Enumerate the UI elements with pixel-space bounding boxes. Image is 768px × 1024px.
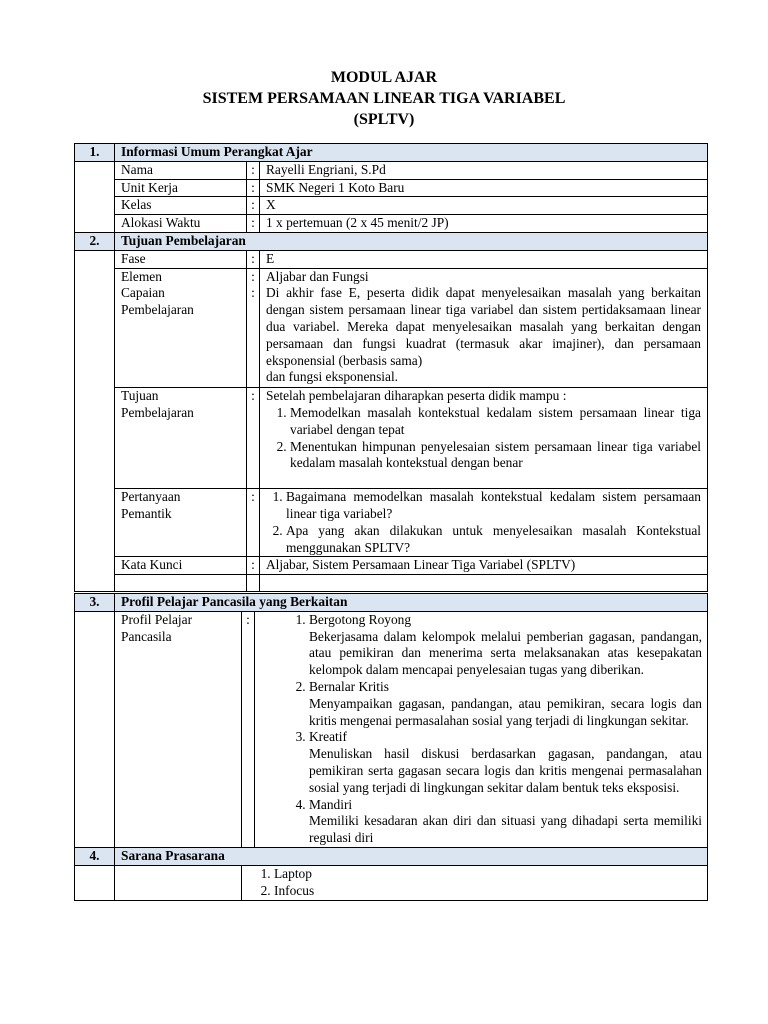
profil-desc: Bekerjasama dalam kelompok melalui pemberian gagasan, pandangan, atau pemikiran dan menerima serta melaksanakan atas kesepakatan kelompok dalam mencapai penyelesaian tugas yang diberikan. (309, 628, 702, 678)
label-line: Elemen (121, 268, 162, 284)
profil-name: 3. Kreatif (309, 729, 347, 745)
colon-cell (247, 268, 260, 388)
colon: : (247, 489, 260, 557)
list-item: 2. Apa yang akan dilakukan untuk menyelesaikan masalah Kontekstual menggunakan SPLTV? (286, 523, 701, 557)
elemen-text: Aljabar dan Fungsi (266, 268, 369, 284)
row-sarana-prasarana (75, 865, 708, 901)
list-item: 1. Memodelkan masalah kontekstual kedalam sistem persamaan linear tiga variabel dengan tepat (290, 405, 701, 439)
profil-list (261, 612, 702, 847)
list-item (309, 679, 702, 729)
profil-name: 4. Mandiri (309, 796, 353, 812)
list-item: 2. Infocus (274, 883, 701, 900)
colon: : (247, 557, 260, 575)
section-number: 4. (75, 847, 115, 865)
empty-cell (115, 865, 242, 901)
label-line: Pancasila (121, 628, 172, 644)
list-item: 2. Menentukan himpunan penyelesaian sistem persamaan linear tiga variabel kedalam masalah kontekstual dengan benar (290, 439, 701, 473)
section-number: 1. (75, 144, 115, 162)
value-kata-kunci: Aljabar, Sistem Persamaan Linear Tiga Variabel (SPLTV) (260, 557, 708, 575)
row-spacer (75, 575, 708, 592)
row-kelas (75, 197, 708, 215)
row-pertanyaan-pemantik (75, 489, 708, 557)
section-2-header (75, 232, 708, 250)
label-pertanyaan-pemantik (115, 489, 247, 557)
title-line-3: (SPLTV) (353, 111, 415, 128)
empty-cell (75, 250, 115, 591)
label-alokasi-waktu: Alokasi Waktu (115, 215, 247, 233)
section-title: Informasi Umum Perangkat Ajar (115, 144, 708, 162)
list-item (309, 797, 702, 847)
row-unit-kerja (75, 179, 708, 197)
table-informasi-tujuan (74, 143, 708, 592)
value-elemen-capaian (260, 268, 708, 388)
capaian-text-end: dan fungsi eksponensial. (266, 369, 399, 385)
label-kata-kunci: Kata Kunci (115, 557, 247, 575)
colon: : (247, 161, 260, 179)
label-line: Pertanyaan (121, 489, 181, 505)
colon: : (247, 215, 260, 233)
row-kata-kunci (75, 557, 708, 575)
tujuan-list (266, 405, 701, 472)
value-sarana-prasarana (242, 865, 708, 901)
tujuan-intro: Setelah pembelajaran diharapkan peserta didik mampu : (266, 388, 567, 404)
empty-cell (75, 865, 115, 901)
label-profil-pelajar (115, 611, 242, 847)
list-item (309, 729, 702, 796)
colon: : (251, 285, 255, 301)
row-alokasi-waktu (75, 215, 708, 233)
list-item: 1. Laptop (274, 866, 701, 883)
pertanyaan-list (266, 489, 701, 556)
label-tujuan-pembelajaran (115, 388, 247, 489)
colon: : (251, 268, 255, 284)
row-profil-pelajar (75, 611, 708, 847)
label-elemen-capaian (115, 268, 247, 388)
value-alokasi-waktu: 1 x pertemuan (2 x 45 menit/2 JP) (260, 215, 708, 233)
label-line: Capaian (121, 285, 165, 301)
label-fase: Fase (115, 250, 247, 268)
section-title: Sarana Prasarana (115, 847, 708, 865)
label-nama: Nama (115, 161, 247, 179)
section-title: Tujuan Pembelajaran (115, 232, 708, 250)
row-elemen-capaian (75, 268, 708, 388)
section-title: Profil Pelajar Pancasila yang Berkaitan (115, 594, 708, 612)
colon: : (247, 179, 260, 197)
value-pertanyaan-pemantik (260, 489, 708, 557)
value-kelas: X (260, 197, 708, 215)
profil-name: 2. Bernalar Kritis (309, 678, 389, 694)
colon: : (242, 611, 255, 847)
section-number: 3. (75, 594, 115, 612)
value-unit-kerja: SMK Negeri 1 Koto Baru (260, 179, 708, 197)
section-4-header (75, 847, 708, 865)
value-profil-pelajar (255, 611, 708, 847)
empty-cell (115, 575, 247, 592)
label-line: Pemantik (121, 505, 172, 521)
colon: : (247, 250, 260, 268)
label-line: Profil Pelajar (121, 611, 193, 627)
profil-name: 1. Bergotong Royong (309, 611, 412, 627)
title-line-2: SISTEM PERSAMAAN LINEAR TIGA VARIABEL (202, 90, 566, 107)
value-tujuan-pembelajaran (260, 388, 708, 489)
colon: : (247, 388, 260, 489)
label-kelas: Kelas (115, 197, 247, 215)
profil-desc: Menyampaikan gagasan, pandangan, atau pemikiran, secara logis dan kritis mengenai permasalahan sosial yang terjadi di lingkungan sekitar. (309, 695, 702, 728)
label-line: Pembelajaran (121, 302, 194, 318)
profil-desc: Menuliskan hasil diskusi berdasarkan gagasan, pandangan, atau pemikiran serta gagasan secara logis dan kritis mengenai permasalahan sosial yang terjadi di lingkungan sekitar dalam bentuk teks eksposisi. (309, 746, 702, 795)
value-fase: E (260, 250, 708, 268)
capaian-text: Di akhir fase E, peserta didik dapat menyelesaikan masalah yang berkaitan dengan sistem persamaan linear tiga variabel dan sistem pertidaksamaan linear dua variabel. Mereka dapat menyelesaikan masalah yang berkaitan dengan persamaan dan fungsi kuadrat (termasuk akar imajiner), dan persamaan eksponensial (berbasis sama) (266, 285, 701, 368)
empty-cell (260, 575, 708, 592)
colon: : (247, 197, 260, 215)
label-line: Pembelajaran (121, 404, 194, 420)
row-nama (75, 161, 708, 179)
value-nama: Rayelli Engriani, S.Pd (260, 161, 708, 179)
empty-cell (247, 575, 260, 592)
profil-desc: Memiliki kesadaran akan diri dan situasi yang dihadapi serta memiliki regulasi diri (309, 813, 702, 846)
empty-cell (75, 161, 115, 232)
list-item: 1. Bagaimana memodelkan masalah kontekstual kedalam sistem persamaan linear tiga variabel? (286, 489, 701, 523)
sarana-list (248, 866, 701, 900)
row-fase (75, 250, 708, 268)
row-tujuan-pembelajaran (75, 388, 708, 489)
list-item (309, 612, 702, 679)
table-profil-sarana (74, 593, 708, 901)
section-number: 2. (75, 232, 115, 250)
section-3-header (75, 594, 708, 612)
label-unit-kerja: Unit Kerja (115, 179, 247, 197)
label-line: Tujuan (121, 388, 159, 404)
empty-cell (75, 611, 115, 847)
title-line-1: MODUL AJAR (330, 69, 438, 86)
section-1-header (75, 144, 708, 162)
